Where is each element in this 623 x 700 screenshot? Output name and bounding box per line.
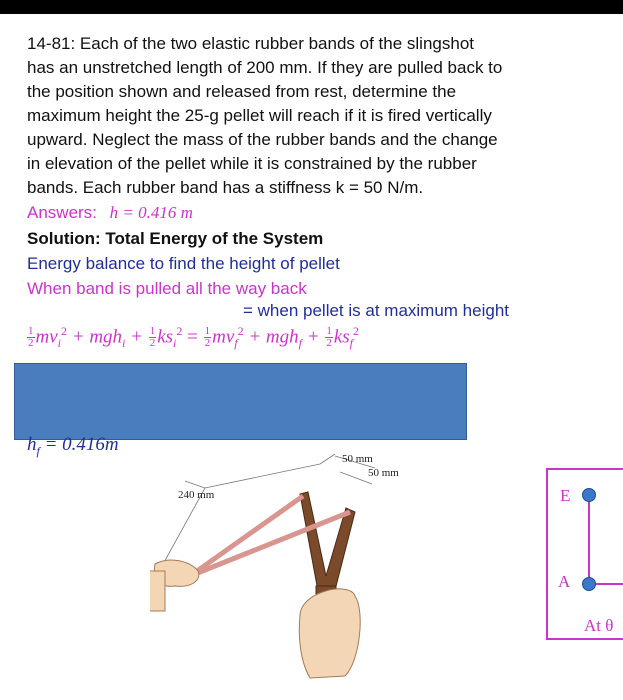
answers-label: Answers: [27, 203, 97, 222]
problem-line-6: in elevation of the pellet while it is constrained by the rubber [27, 154, 477, 173]
vertical-path-line [588, 494, 590, 584]
problem-line-3: the position shown and released from rest, determine the [27, 82, 457, 101]
covered-solution-box [14, 363, 467, 440]
problem-line-7: bands. Each rubber band has a stiffness k = 50 N/m. [27, 178, 424, 197]
point-e-label: E [560, 486, 571, 505]
slingshot-figure [150, 446, 430, 686]
energy-equation: $\frac{1}{2}$ $mv_i^2 + mgh_i$ + $\frac{1}{2}$ $ks_i^2$ = $\frac{1}{2}$ $mv_f^2 + mgh_f$ + $\frac{1}{2}$ $ks_f^2$ [28, 324, 359, 351]
state-final-label: = when pellet is at maximum height [243, 301, 509, 320]
left-wrist [150, 571, 165, 611]
half-fraction: $\frac{1}{2}$ [326, 325, 332, 350]
dimension-50-label-b: 50 mm [368, 467, 399, 479]
answers-value: h = 0.416 m [109, 203, 193, 222]
rubber-bands [190, 496, 350, 576]
problem-line-4: maximum height the 25-g pellet will reach if it is fired vertically [27, 106, 492, 125]
right-hand [299, 589, 360, 678]
point-a-marker [582, 577, 596, 591]
half-fraction: $\frac{1}{2}$ [204, 325, 211, 350]
problem-line-2: has an unstretched length of 200 mm. If they are pulled back to [27, 58, 503, 77]
answers-row [27, 202, 193, 224]
half-fraction: $\frac{1}{2}$ [149, 325, 156, 350]
point-e-marker [582, 488, 596, 502]
state-initial-label: When band is pulled all the way back [27, 279, 307, 298]
point-a-label: A [558, 572, 571, 591]
top-black-bar [0, 0, 623, 14]
path-panel [546, 468, 623, 640]
half-fraction: $\frac{1}{2}$ [28, 325, 34, 350]
problem-line-1: 14-81: Each of the two elastic rubber bands of the slingshot [27, 34, 474, 53]
dimension-240-label: 240 mm [178, 489, 215, 501]
solution-subtitle: Energy balance to find the height of pellet [27, 254, 340, 273]
solution-title: Solution: Total Energy of the System [27, 229, 324, 248]
height-result: $h_f = 0.416m$ [27, 434, 119, 458]
dimension-50-label-a: 50 mm [342, 453, 373, 465]
at-theta-caption: At θ [584, 616, 614, 635]
problem-line-5: upward. Neglect the mass of the rubber bands and the change [27, 130, 498, 149]
